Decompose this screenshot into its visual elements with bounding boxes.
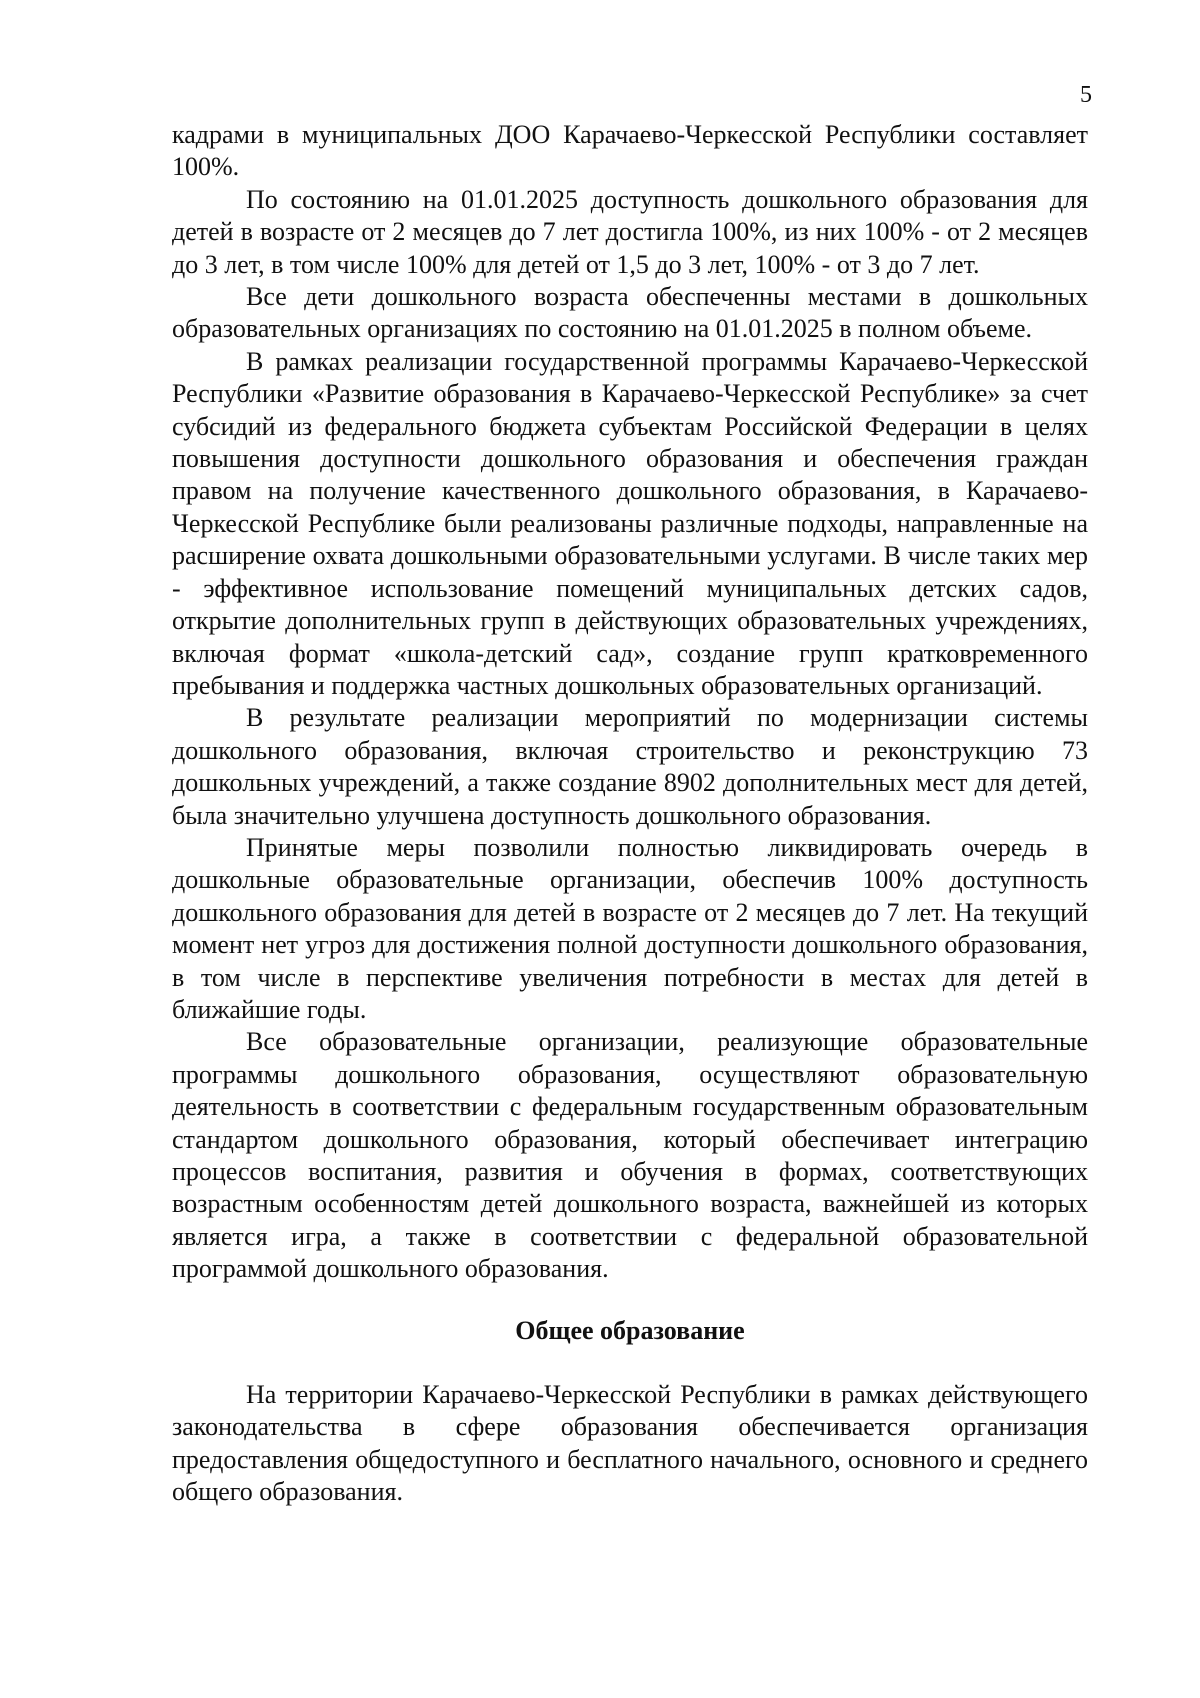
section-heading-general-education: Общее образование [515, 1315, 745, 1345]
paragraph-state-program: В рамках реализации государственной программы Карачаево-Черкесской Республики «Развитие образования в Карачаево-Черкесской Республике» за счет субсидий из федерального бюджета субъектам Российской Федерации в целях повышения доступности дошкольного образования и обеспечения граждан правом на получение качественного дошкольного образования, в Карачаево-Черкесской Республике были реализованы различные подходы, направленные на расширение охвата дошкольными образовательными услугами. В числе таких мер - эффективное использование помещений муниципальных детских садов, открытие дополнительных групп в действующих образовательных учреждениях, включая формат «школа-детский сад», создание групп кратковременного пребывания и поддержка частных дошкольных образовательных организаций. [172, 346, 1088, 700]
paragraph-educational-standard: Все образовательные организации, реализующие образовательные программы дошкольного образования, осуществляют образовательную деятельность в соответствии с федеральным государственным образовательным стандартом дошкольного образования, который обеспечивает интеграцию процессов воспитания, развития и обучения в формах, соответствующих возрастным особенностям детей дошкольного возраста, важнейшей из которых является игра, а также в соответствии с федеральной образовательной программой дошкольного образования. [172, 1027, 1088, 1284]
paragraph-continuation: кадрами в муниципальных ДОО Карачаево-Черкесской Республики составляет 100%. [172, 120, 1088, 182]
paragraph-preschool-places: Все дети дошкольного возраста обеспеченны местами в дошкольных образовательных организациях по состоянию на 01.01.2025 в полном объеме. [172, 282, 1088, 344]
page-number: 5 [1080, 82, 1092, 108]
paragraph-queue-eliminated: Принятые меры позволили полностью ликвидировать очередь в дошкольные образовательные организации, обеспечив 100% доступность дошкольного образования для детей в возрасте от 2 месяцев до 7 лет. На текущий момент нет угроз для достижения полной доступности дошкольного образования, в том числе в перспективе увеличения потребности в местах для детей в ближайшие годы. [172, 832, 1088, 1024]
document-body [172, 119, 1088, 1509]
paragraph-preschool-availability: По состоянию на 01.01.2025 доступность дошкольного образования для детей в возрасте от 2 месяцев до 7 лет достигла 100%, из них 100% - от 2 месяцев до 3 лет, в том числе 100% для детей от 1,5 до 3 лет, 100% - от 3 до 7 лет. [172, 184, 1088, 279]
paragraph-general-education: На территории Карачаево-Черкесской Республики в рамках действующего законодательства в сфере образования обеспечивается организация предоставления общедоступного и бесплатного начального, основного и среднего общего образования. [172, 1380, 1088, 1507]
paragraph-modernization-results: В результате реализации мероприятий по модернизации системы дошкольного образования, включая строительство и реконструкцию 73 дошкольных учреждений, а также создание 8902 дополнительных мест для детей, была значительно улучшена доступность дошкольного образования. [172, 703, 1088, 830]
